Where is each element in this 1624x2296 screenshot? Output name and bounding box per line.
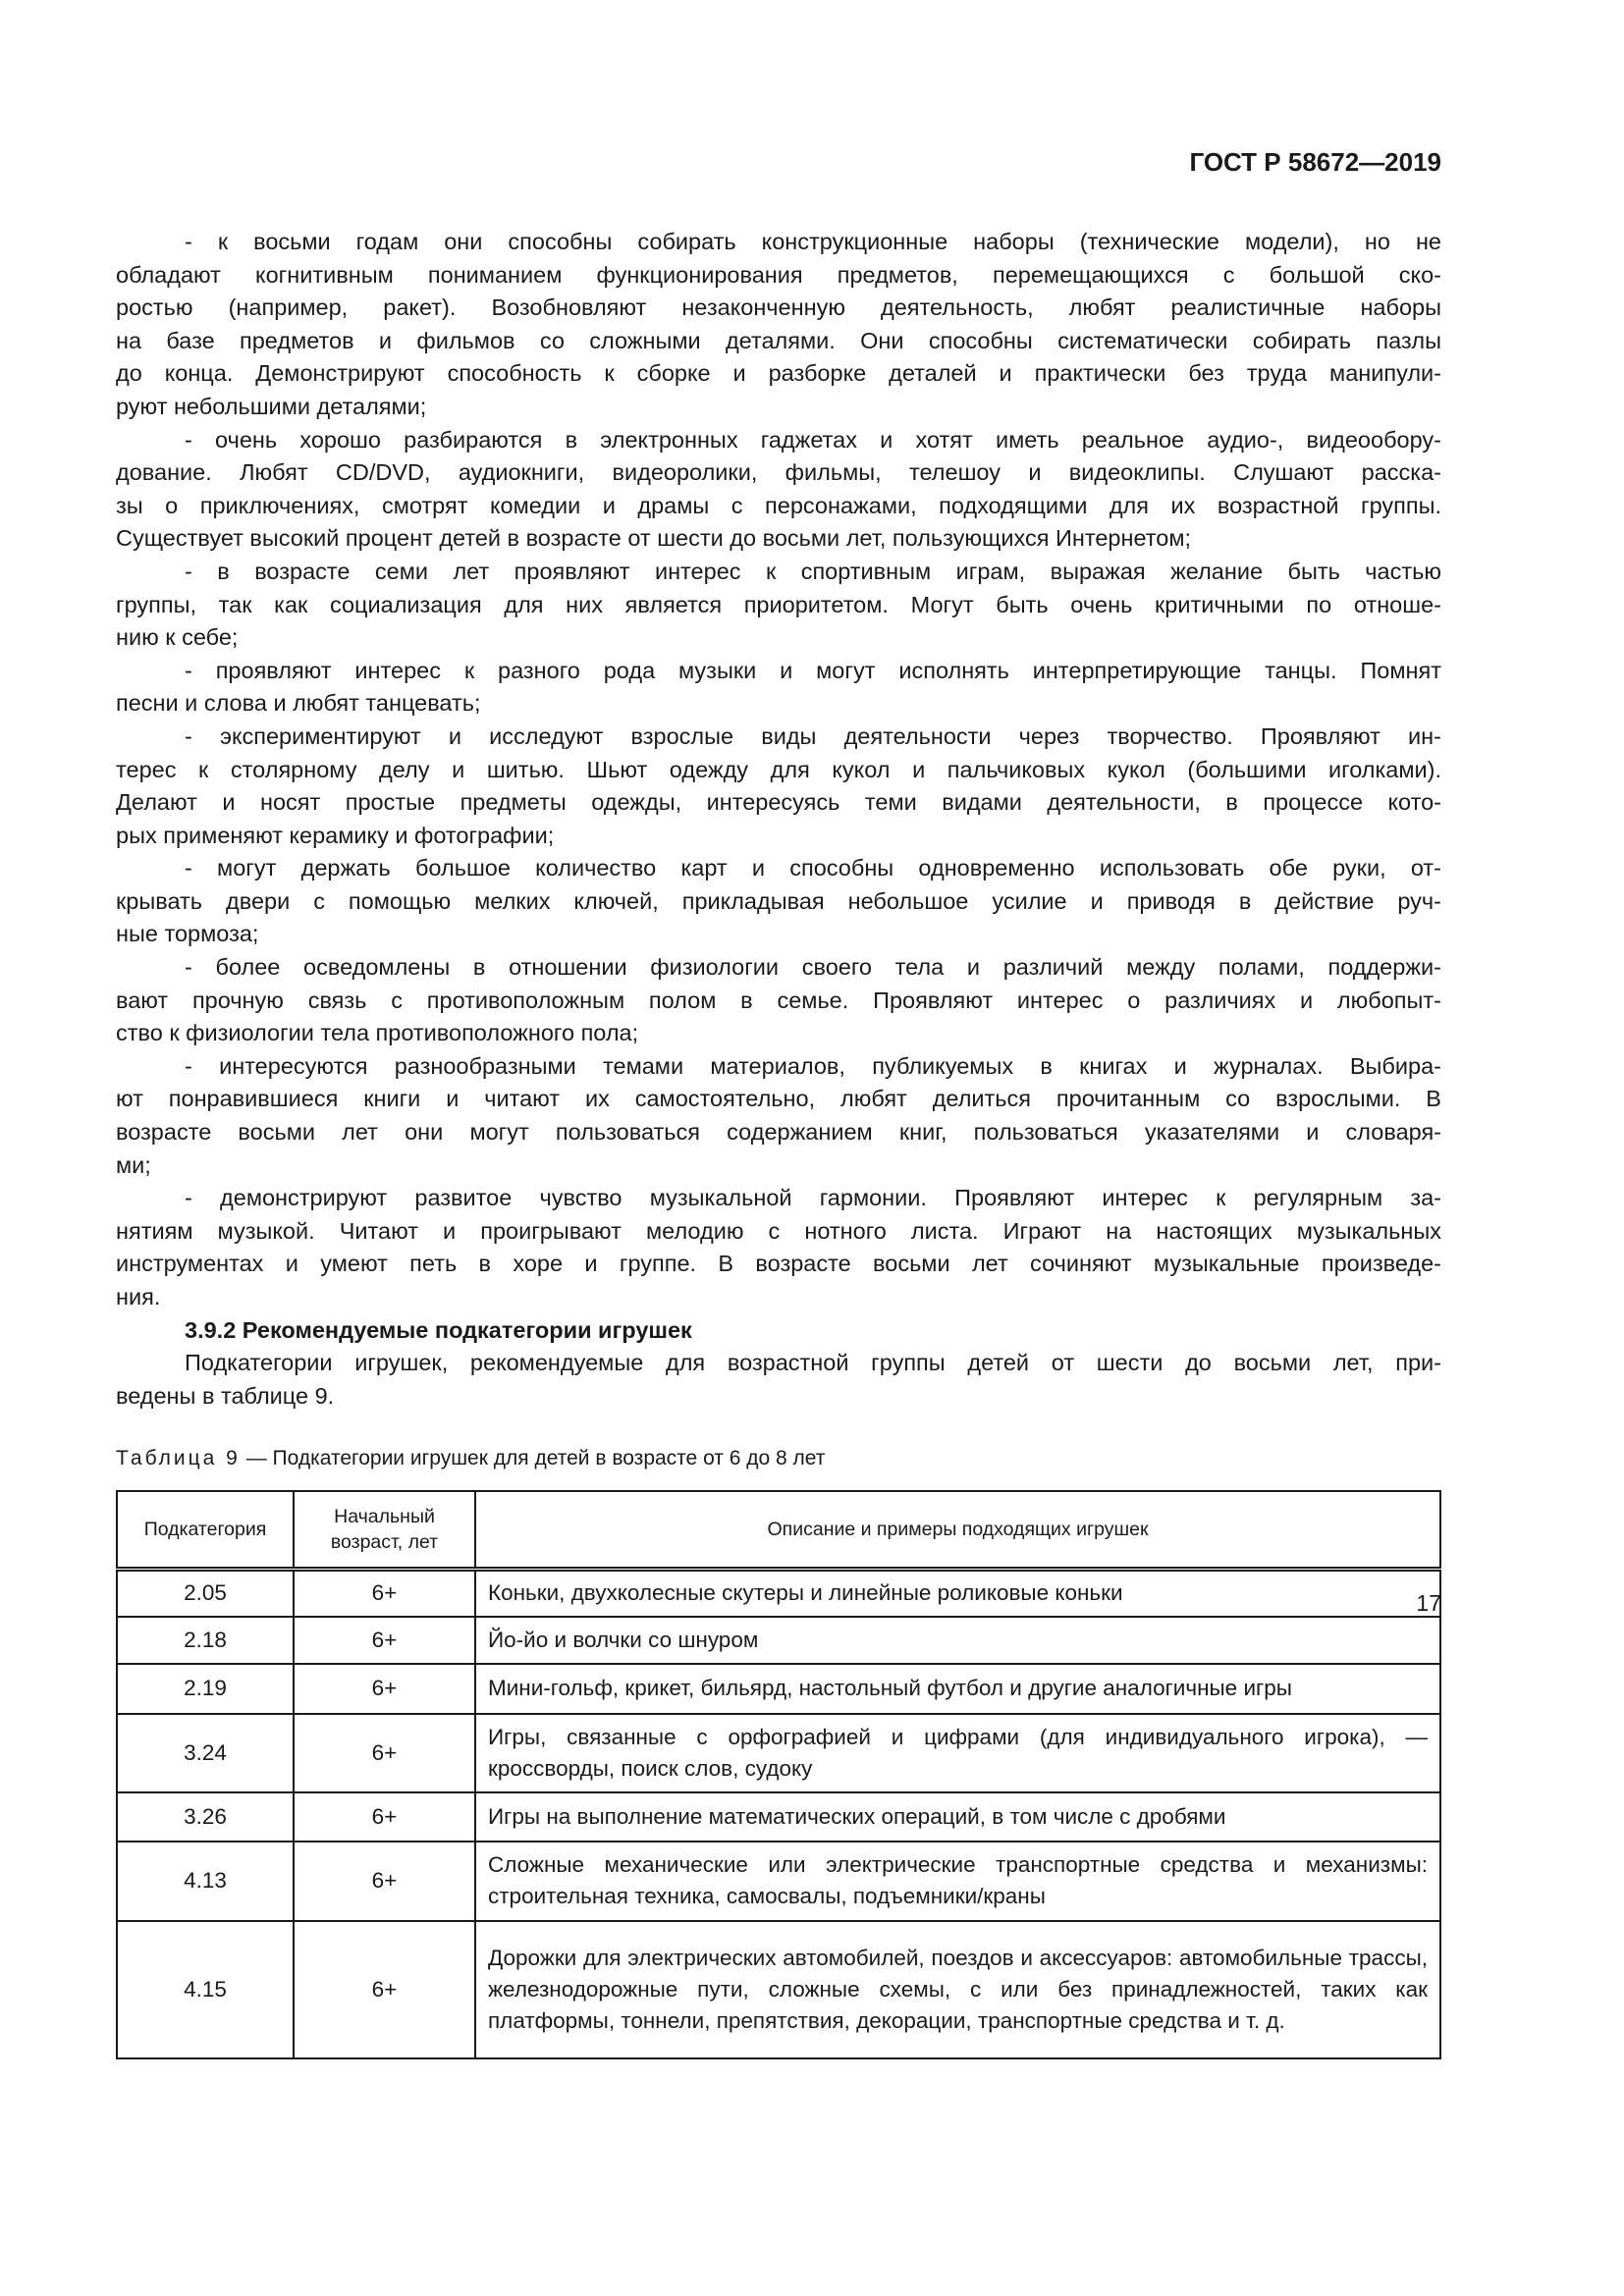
text-line: группы, так как социализация для них является приоритетом. Могут быть очень критичными по отноше- [116,591,1441,617]
start-age-cell: 6+ [294,1921,475,2058]
text-line: Делают и носят простые предметы одежды, интересуясь теми видами деятельности, в процессе кото- [116,789,1441,816]
text-line: нятиям музыкой. Читают и проигрывают мелодию с нотного листа. Играют на настоящих музыкальных [116,1217,1441,1244]
subcategory-cell: 4.13 [117,1842,294,1921]
paragraph [116,852,1441,951]
text-line: возрасте восьми лет они могут пользоваться содержанием книг, пользоваться указателями и словаря- [116,1119,1441,1146]
subcategory-cell: 3.26 [117,1792,294,1842]
text-line: ведены в таблице 9. [116,1382,335,1409]
description-cell: Дорожки для электрических автомобилей, поездов и аксессуаров: автомобильные трассы, железнодорожные пути, сложные схемы, с или без принадлежностей, таких как платформы, тоннели, препятствия, декорации, транспортные средства и т. д. [475,1921,1440,2058]
paragraph [116,951,1441,1050]
description-cell: Коньки, двухколесные скутеры и линейные роликовые коньки [475,1570,1440,1617]
subcategory-cell: 2.18 [117,1617,294,1664]
text-line: Существует высокий процент детей в возрасте от шести до восьми лет, пользующихся Интернетом; [116,525,1192,552]
text-line: Подкатегории игрушек, рекомендуемые для возрастной группы детей от шести до восьми лет, при- [185,1350,1441,1376]
subcategory-cell: 2.19 [117,1664,294,1714]
table-caption-label: Таблица 9 [116,1447,241,1469]
subcategory-cell: 2.05 [117,1570,294,1617]
text-line: зы о приключениях, смотрят комедии и драмы с персонажами, подходящими для их возрастной группы. [116,492,1441,518]
text-line: до конца. Демонстрируют способность к сборке и разборке деталей и практически без труда манипули- [116,360,1441,387]
paragraph [116,1182,1441,1313]
header-start-age: Начальный возраст, лет [294,1491,475,1570]
text-line: нию к себе; [116,624,239,651]
text-line: - проявляют интерес к разного рода музыки и могут исполнять интерпретирующие танцы. Помнят [185,657,1441,683]
text-line: инструментах и умеют петь в хоре и группе. В возрасте восьми лет сочиняют музыкальные произведе- [116,1251,1441,1277]
text-line: на базе предметов и фильмов со сложными деталями. Они способны систематически собирать пазлы [116,327,1441,353]
start-age-cell: 6+ [294,1617,475,1664]
description-cell: Йо-йо и волчки со шнуром [475,1617,1440,1664]
description-cell: Сложные механические или электрические транспортные средства и механизмы: строительная техника, самосвалы, подъемники/краны [475,1842,1440,1921]
description-cell: Мини-гольф, крикет, бильярд, настольный футбол и другие аналогичные игры [475,1664,1440,1714]
start-age-cell: 6+ [294,1714,475,1792]
text-line: рых применяют керамику и фотографии; [116,822,555,848]
document-code-header: ГОСТ Р 58672—2019 [1189,147,1441,177]
table-row [117,1714,1440,1792]
start-age-cell: 6+ [294,1664,475,1714]
text-line: - более осведомлены в отношении физиологии своего тела и различий между полами, поддержи- [185,954,1441,981]
table-header-row [117,1491,1440,1570]
table-row [117,1570,1440,1617]
text-line: вают прочную связь с противоположным полом в семье. Проявляют интерес о различиях и любопыт- [116,987,1441,1013]
text-line: ния. [116,1284,161,1309]
start-age-cell: 6+ [294,1792,475,1842]
text-line: обладают когнитивным пониманием функционирования предметов, перемещающихся с большой ско- [116,261,1441,288]
start-age-cell: 6+ [294,1842,475,1921]
paragraph [116,226,1441,424]
text-line: руют небольшими деталями; [116,393,427,419]
header-description: Описание и примеры подходящих игрушек [475,1491,1440,1570]
start-age-cell: 6+ [294,1570,475,1617]
text-line: 3.9.2 Рекомендуемые подкатегории игрушек [185,1316,692,1343]
subcategories-table [116,1490,1441,2059]
header-subcategory: Подкатегория [117,1491,294,1570]
subcategory-cell: 4.15 [117,1921,294,2058]
body-text [116,226,1441,1413]
paragraph [116,655,1441,721]
text-line: - интересуются разнообразными темами материалов, публикуемых в книгах и журналах. Выбира- [185,1052,1441,1079]
table-row [117,1792,1440,1842]
text-line: песни и слова и любят танцевать; [116,690,481,717]
text-line: крывать двери с помощью мелких ключей, прикладывая небольшое усилие и приводя в действие руч- [116,887,1441,914]
text-line: - очень хорошо разбираются в электронных гаджетах и хотят иметь реальное аудио-, видеообору- [185,426,1441,453]
description-cell: Игры, связанные с орфографией и цифрами (для индивидуального игрока), — кроссворды, поиск слов, судоку [475,1714,1440,1792]
text-line: - экспериментируют и исследуют взрослые виды деятельности через творчество. Проявляют ин- [185,722,1441,749]
text-line: ми; [116,1151,151,1178]
text-line: ные тормоза; [116,921,259,947]
page-number: 17 [1416,1590,1441,1616]
table-row [117,1921,1440,2058]
section-heading [116,1314,1441,1348]
paragraph [116,424,1441,556]
paragraph [116,1347,1441,1413]
table-row [117,1617,1440,1664]
table-caption-text: — Подкатегории игрушек для детей в возрасте от 6 до 8 лет [240,1447,826,1469]
text-line: - могут держать большое количество карт и способны одновременно использовать обе руки, от- [185,855,1441,881]
paragraph [116,721,1441,852]
subcategory-cell: 3.24 [117,1714,294,1792]
text-line: - демонстрируют развитое чувство музыкальной гармонии. Проявляют интерес к регулярным за- [185,1185,1441,1211]
table-row [117,1842,1440,1921]
table-caption [116,1447,825,1470]
text-line: - в возрасте семи лет проявляют интерес к спортивным играм, выражая желание быть частью [185,558,1441,584]
text-line: дование. Любят CD/DVD, аудиокниги, видеоролики, фильмы, телешоу и видеоклипы. Слушают расска- [116,459,1441,486]
text-line: ют понравившиеся книги и читают их самостоятельно, любят делиться прочитанным со взрослыми. В [116,1086,1441,1112]
text-line: ростью (например, ракет). Возобновляют незаконченную деятельность, любят реалистичные наборы [116,294,1441,321]
paragraph [116,556,1441,655]
table-row [117,1664,1440,1714]
text-line: ство к физиологии тела противоположного пола; [116,1020,639,1046]
paragraph [116,1050,1441,1182]
text-line: терес к столярному делу и шитью. Шьют одежду для кукол и пальчиковых кукол (большими иголками). [116,756,1441,782]
text-line: - к восьми годам они способны собирать конструкционные наборы (технические модели), но не [185,229,1441,254]
description-cell: Игры на выполнение математических операций, в том числе с дробями [475,1792,1440,1842]
